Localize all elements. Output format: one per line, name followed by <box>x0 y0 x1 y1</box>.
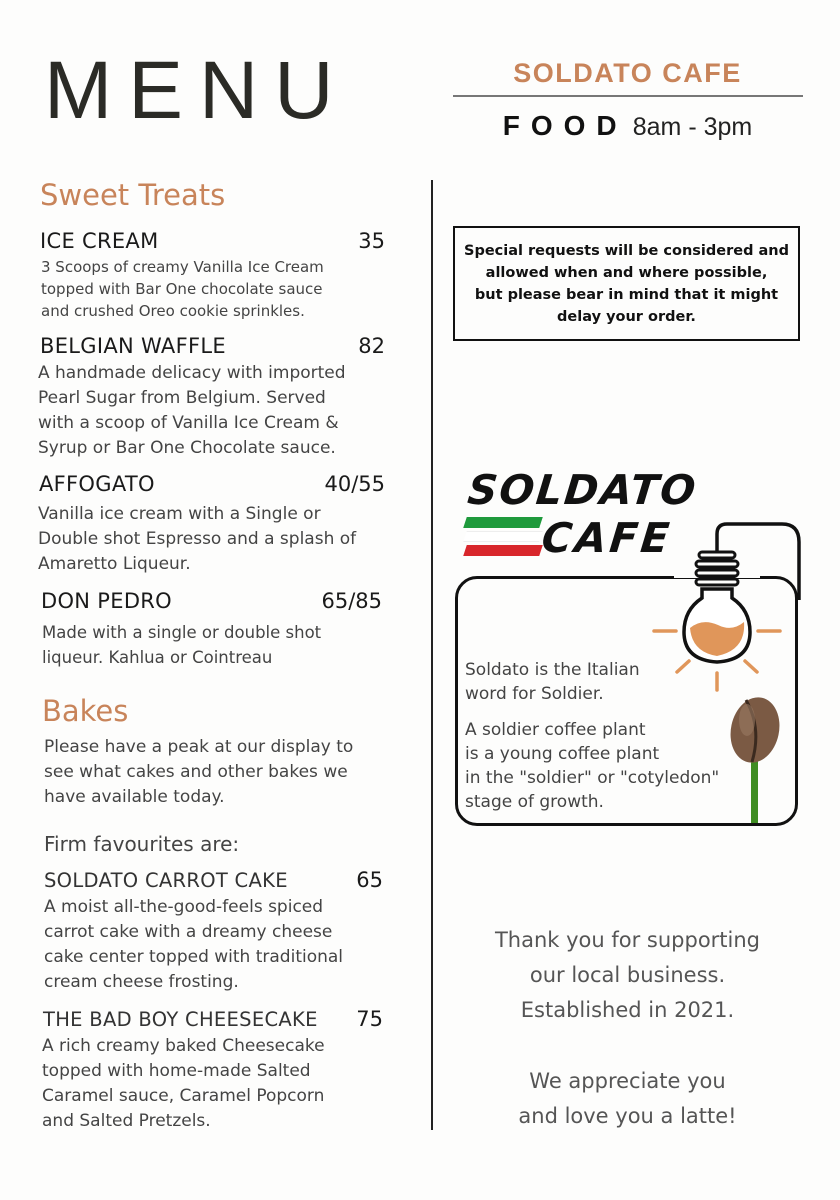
menu-item-name: THE BAD BOY CHEESECAKE <box>43 1008 318 1031</box>
menu-item-price: 35 <box>358 229 385 253</box>
menu-item-description: A rich creamy baked Cheesecake topped with home-made Salted Caramel sauce, Caramel Popcorn and Salted Pretzels. <box>42 1036 325 1131</box>
coffee-bean-sprout-icon <box>725 693 786 823</box>
menu-item-name: ICE CREAM <box>40 229 159 253</box>
cafe-name-heading: SOLDATO CAFE <box>513 58 742 88</box>
menu-item-description: Made with a single or double shot liqueur. Kahlua or Cointreau <box>42 623 322 667</box>
special-requests-notice <box>453 226 800 341</box>
menu-item-description: Vanilla ice cream with a Single or Double shot Espresso and a splash of Amaretto Liqueur. <box>38 504 357 574</box>
menu-item-name: DON PEDRO <box>41 589 173 613</box>
menu-item-name: AFFOGATO <box>39 472 155 496</box>
logo-text-cafe: CAFE <box>539 514 675 562</box>
menu-item-price: 82 <box>358 334 385 358</box>
section-title-bakes: Bakes <box>42 694 129 728</box>
food-label: FOOD <box>502 110 628 141</box>
menu-item-price: 40/55 <box>324 472 385 496</box>
info-paragraph-coffee-plant: A soldier coffee plant is a young coffee plant in the "soldier" or "cotyledon" stage of growth. <box>465 720 720 812</box>
favourites-label: Firm favourites are: <box>44 832 240 856</box>
menu-item-price: 75 <box>356 1007 383 1031</box>
logo-text-soldato: SOLDATO <box>465 466 700 514</box>
thank-you-message: Thank you for supporting our local business. Established in 2021. <box>494 928 761 1022</box>
food-hours: 8am - 3pm <box>632 113 753 141</box>
menu-item-description: 3 Scoops of creamy Vanilla Ice Cream topped with Bar One chocolate sauce and crushed Oreo cookie sprinkles. <box>41 258 324 320</box>
menu-item-name: SOLDATO CARROT CAKE <box>44 869 288 892</box>
menu-item-price: 65/85 <box>321 589 382 613</box>
bakes-intro: Please have a peak at our display to see what cakes and other bakes we have available today. <box>44 737 354 807</box>
info-paragraph-soldier: Soldato is the Italian word for Soldier. <box>465 660 640 704</box>
menu-item-description: A moist all-the-good-feels spiced carrot cake with a dreamy cheese cake center topped with traditional cream cheese frosting. <box>44 897 344 992</box>
menu-item-price: 65 <box>356 868 383 892</box>
appreciation-message: We appreciate you and love you a latte! <box>518 1069 737 1128</box>
food-hours-line <box>455 110 800 142</box>
header-divider <box>453 95 803 97</box>
menu-item-description: A handmade delicacy with imported Pearl Sugar from Belgium. Served with a scoop of Vanilla Ice Cream & Syrup or Bar One Chocolate sauce. <box>38 363 346 458</box>
menu-title: MENU <box>44 45 350 136</box>
menu-item-name: BELGIAN WAFFLE <box>40 334 226 358</box>
notice-text: Special requests will be considered and allowed when and where possible, but please bear in mind that it might delay your order. <box>464 242 789 325</box>
section-title-sweet-treats: Sweet Treats <box>40 178 226 212</box>
column-divider <box>431 180 433 1130</box>
